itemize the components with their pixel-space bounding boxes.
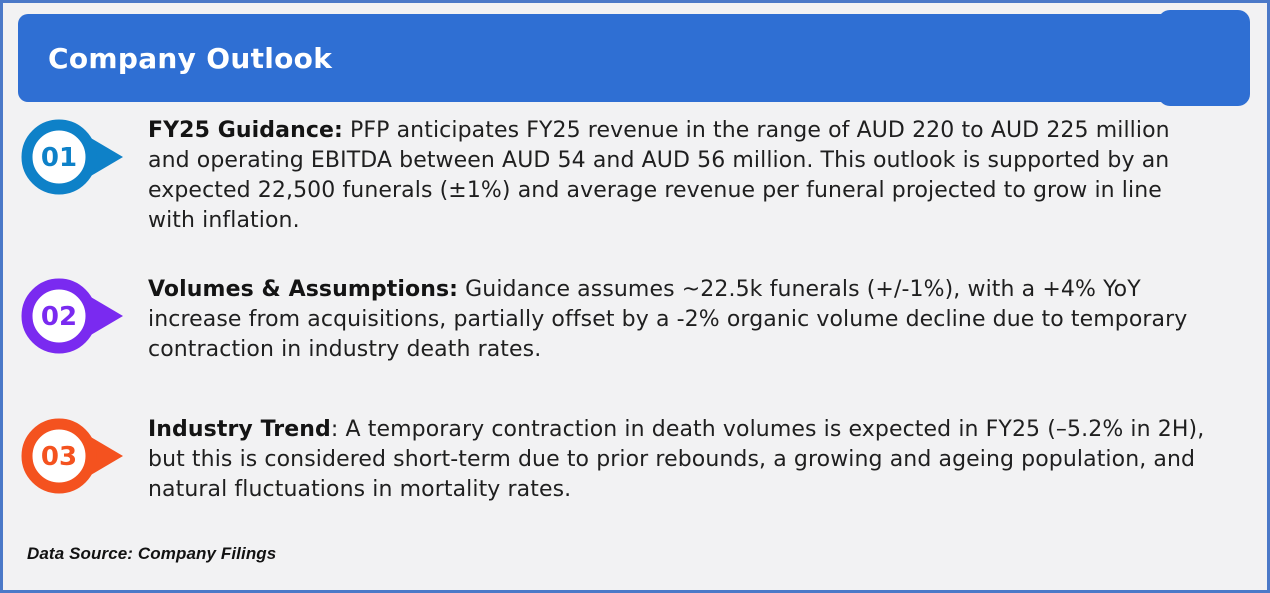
outlook-item-3 xyxy=(20,415,1215,505)
data-source xyxy=(27,544,276,564)
item-heading-3: Industry Trend xyxy=(148,417,331,442)
item-heading-1: FY25 Guidance: xyxy=(148,118,343,143)
item-paragraph-2 xyxy=(148,275,1215,365)
item-body-3: : A temporary contraction in death volumes is expected in FY25 (–5.2% in 2H), but this is considered short-term due to prior rebounds, a growing and ageing population, and natural fluctuations in mortality rates. xyxy=(148,417,1205,502)
number-marker-02-icon xyxy=(20,277,124,355)
item-paragraph-3 xyxy=(148,415,1215,505)
item-paragraph-1 xyxy=(148,116,1215,236)
page-title: Company Outlook xyxy=(48,41,333,75)
window-top-edge xyxy=(0,0,1270,1)
item-heading-2: Volumes & Assumptions: xyxy=(148,277,459,302)
marker-number: 01 xyxy=(40,143,78,173)
outlook-item-1 xyxy=(20,116,1215,236)
data-source-label: Data Source: Company Filings xyxy=(27,544,277,563)
item-body-1: PFP anticipates FY25 revenue in the range of AUD 220 to AUD 225 million and operating EBITDA between AUD 54 and AUD 56 million. This outlook is supported by an expected 22,500 funerals (±1%) and average revenue per funeral projected to grow in line with inflation. xyxy=(148,118,1170,233)
number-marker-03-icon xyxy=(20,417,124,495)
marker-number: 03 xyxy=(40,442,78,472)
number-marker-01-icon xyxy=(20,118,124,196)
header-bar xyxy=(18,14,1248,102)
marker-number: 02 xyxy=(40,302,78,332)
outlook-item-2 xyxy=(20,275,1215,365)
item-body-2: Guidance assumes ~22.5k funerals (+/-1%), with a +4% YoY increase from acquisitions, partially offset by a -2% organic volume decline due to temporary contraction in industry death rates. xyxy=(148,277,1188,362)
